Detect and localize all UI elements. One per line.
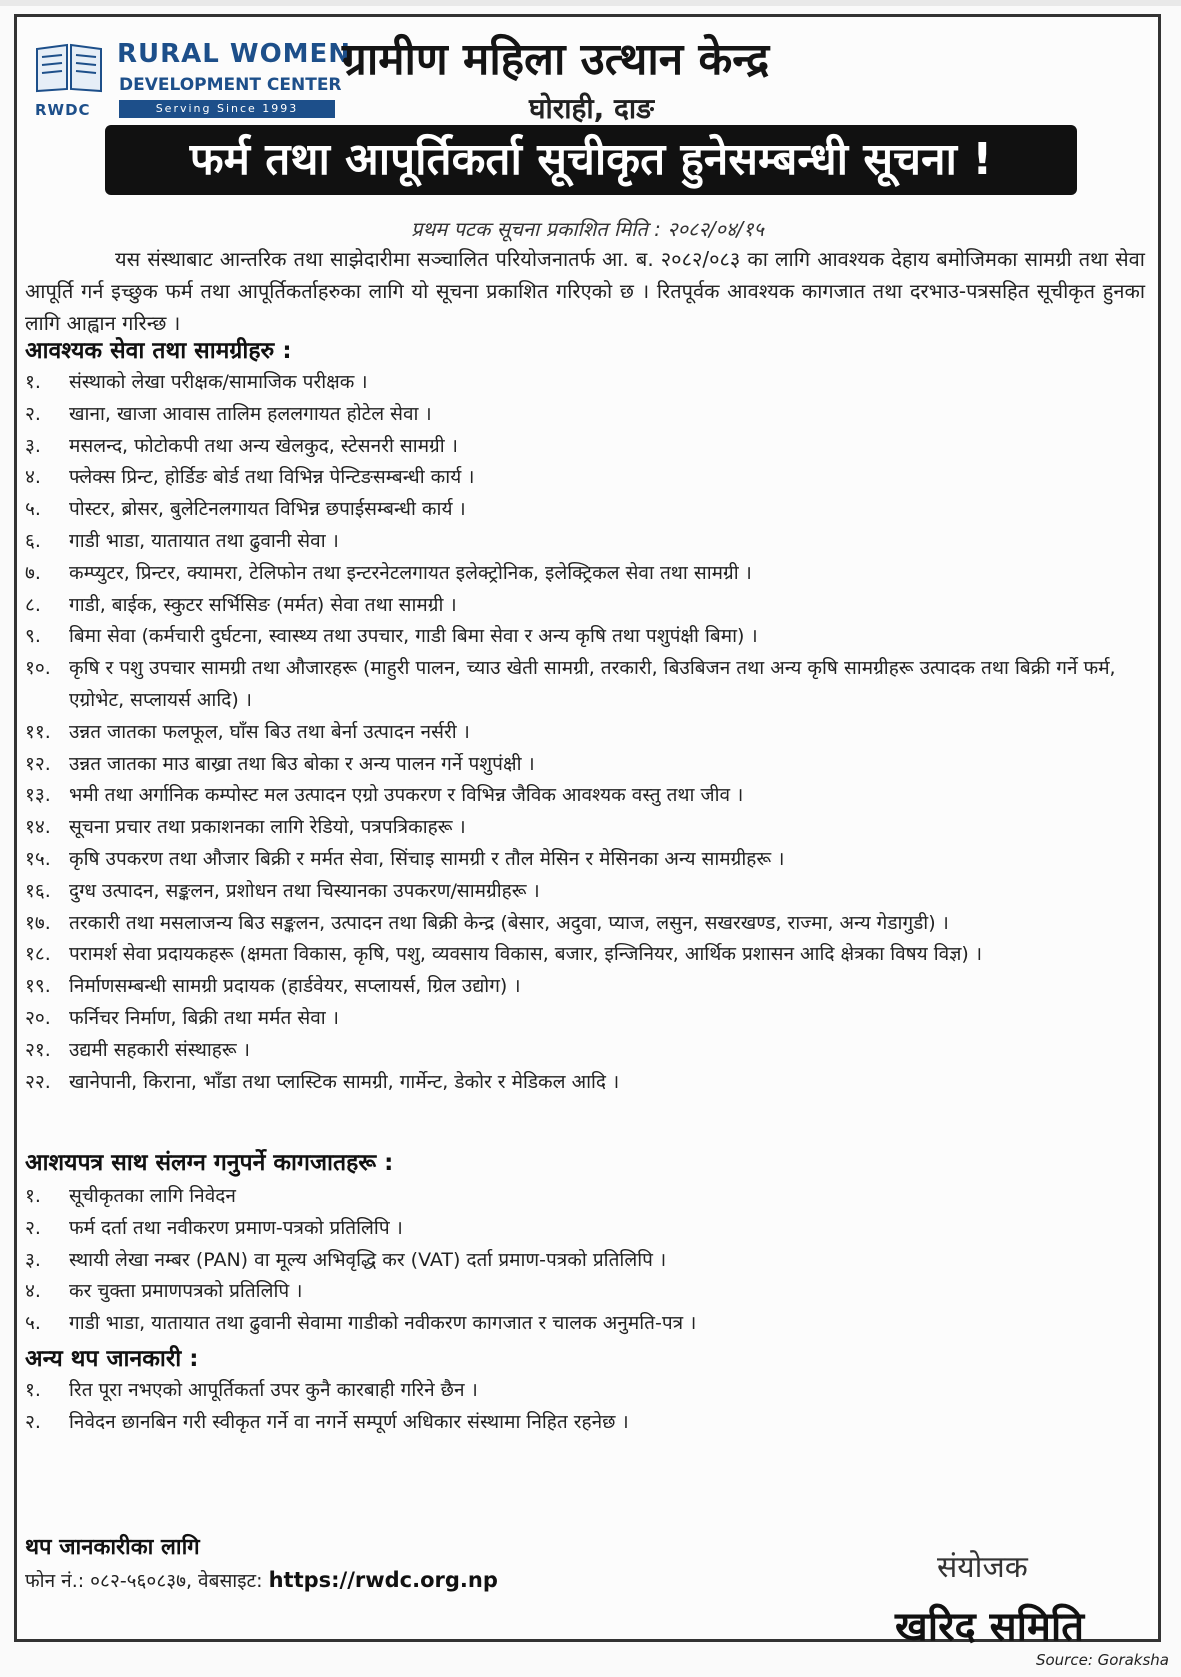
- list-item-text: उन्नत जातका फलफूल, घाँस बिउ तथा बेर्ना उत्पादन नर्सरी ।: [69, 720, 470, 743]
- list-item: [25, 971, 1149, 1003]
- list-item: [25, 1181, 1149, 1213]
- list-item-number: १.: [25, 1379, 41, 1401]
- list-item: [25, 1003, 1149, 1035]
- list-item-number: ९.: [25, 625, 41, 648]
- list-item-number: १८.: [25, 943, 51, 966]
- logo-abbreviation: RWDC: [35, 101, 91, 119]
- list-item-number: ६.: [25, 529, 41, 552]
- list-item: [25, 1407, 1149, 1439]
- documents-list: [25, 1181, 1149, 1340]
- list-item-text: रित पूरा नभएको आपूर्तिकर्ता उपर कुनै कारबाही गरिने छैन ।: [69, 1379, 478, 1401]
- list-item-number: ८.: [25, 593, 41, 616]
- contact-phone: फोन नं.: ०८२-५६०८३७, वेबसाइट:: [25, 1570, 263, 1592]
- contact-line: [25, 1567, 498, 1593]
- list-item: [25, 1308, 1149, 1340]
- contact-label: थप जानकारीका लागि: [25, 1535, 200, 1560]
- website-link[interactable]: https://rwdc.org.np: [268, 1568, 498, 1592]
- list-item-text: गाडी, बाईक, स्कुटर सर्भिसिङ (मर्मत) सेवा तथा सामग्री ।: [69, 593, 457, 616]
- publish-date: प्रथम पटक सूचना प्रकाशित मिति : २०८२/०४/१५: [411, 217, 764, 241]
- list-item: [25, 1276, 1149, 1308]
- list-item-number: २.: [25, 1410, 41, 1433]
- list-item-number: ५.: [25, 498, 41, 521]
- list-item-text: कृषि उपकरण तथा औजार बिक्री र मर्मत सेवा, सिंचाइ सामग्री र तौल मेसिन र मेसिनका अन्य सामग्रीहरू ।: [69, 847, 785, 870]
- intro-text: यस संस्थाबाट आन्तरिक तथा साझेदारीमा सञ्चालित परियोजनातर्फ आ. ब. २०८२/०८३ का लागि आवश्यक देहाय बमोजिमका सामग्री तथा सेवा आपूर्ति गर्न इच्छुक फर्म तथा आपूर्तिकर्ताहरुका लागि यो सूचना प्रकाशित गरिएको छ । रितपूर्वक आवश्यक कागजात तथा दरभाउ-पत्रसहित सूचीकृत हुनका लागि आह्वान गरिन्छ ।: [25, 247, 1145, 335]
- list-item-text: उन्नत जातका माउ बाख्रा तथा बिउ बोका र अन्य पालन गर्ने पशुपंक्षी ।: [69, 752, 535, 775]
- list-item-text: तरकारी तथा मसलाजन्य बिउ सङ्कलन, उत्पादन तथा बिक्री केन्द्र (बेसार, अदुवा, प्याज, लसुन, सखरखण्ड, राज्मा, अन्य गेडागुडी) ।: [69, 911, 949, 934]
- list-item: [25, 1245, 1149, 1277]
- list-item-text: उद्यमी सहकारी संस्थाहरू ।: [69, 1038, 250, 1061]
- list-item: [25, 431, 1149, 463]
- list-item-number: १९.: [25, 975, 51, 998]
- list-item: [25, 876, 1149, 908]
- list-item: [25, 717, 1149, 749]
- list-item-number: २०.: [25, 1006, 51, 1029]
- list-item-number: १०.: [25, 657, 51, 680]
- services-heading: आवश्यक सेवा तथा सामग्रीहरु :: [25, 338, 292, 364]
- other-info-list: [25, 1375, 1149, 1439]
- list-item-text: पोस्टर, ब्रोसर, बुलेटिनलगायत विभिन्न छपाईसम्बन्धी कार्य ।: [69, 498, 466, 521]
- list-item: [25, 780, 1149, 812]
- list-item: [25, 908, 1149, 940]
- list-item-number: २.: [25, 402, 41, 425]
- list-item-text: सूचना प्रचार तथा प्रकाशनका लागि रेडियो, पत्रपत्रिकाहरू ।: [69, 816, 466, 839]
- intro-paragraph: [25, 243, 1145, 339]
- list-item-text: फर्म दर्ता तथा नवीकरण प्रमाण-पत्रको प्रतिलिपि ।: [69, 1216, 403, 1239]
- logo-name-line2: DEVELOPMENT CENTER: [119, 75, 342, 95]
- list-item-text: भमी तथा अर्गानिक कम्पोस्ट मल उत्पादन एग्रो उपकरण र विभिन्न जैविक आवश्यक वस्तु तथा जीव ।: [69, 784, 744, 807]
- documents-heading: आशयपत्र साथ संलग्न गनुपर्ने कागजातहरू :: [25, 1150, 394, 1176]
- list-item-text: स्थायी लेखा नम्बर (PAN) वा मूल्य अभिवृद्धि कर (VAT) दर्ता प्रमाण-पत्रको प्रतिलिपि ।: [69, 1248, 667, 1271]
- list-item-text: खानेपानी, किराना, भाँडा तथा प्लास्टिक सामग्री, गार्मेन्ट, डेकोर र मेडिकल आदि ।: [69, 1070, 620, 1093]
- list-item: [25, 526, 1149, 558]
- list-item-text: निर्माणसम्बन्धी सामग्री प्रदायक (हार्डवेयर, सप्लायर्स, ग्रिल उद्योग) ।: [69, 975, 521, 998]
- signatory-committee: खरिद समिति: [895, 1604, 1085, 1650]
- list-item-text: मसलन्द, फोटोकपी तथा अन्य खेलकुद, स्टेसनरी सामग्री ।: [69, 434, 458, 457]
- list-item-number: २२.: [25, 1070, 51, 1093]
- notice-title-banner: फर्म तथा आपूर्तिकर्ता सूचीकृत हुनेसम्बन्धी सूचना !: [105, 125, 1077, 195]
- list-item-text: कृषि र पशु उपचार सामग्री तथा औजारहरू (माहुरी पालन, च्याउ खेती सामग्री, तरकारी, बिउबिजन तथा अन्य कृषि सामग्रीहरू उत्पादक तथा बिक्री गर्ने फर्म, एग्रोभेट, सप्लायर्स आदि) ।: [69, 657, 1116, 711]
- list-item-text: कम्प्युटर, प्रिन्टर, क्यामरा, टेलिफोन तथा इन्टरनेटलगायत इलेक्ट्रोनिक, इलेक्ट्रिकल सेवा तथा सामग्री ।: [69, 561, 752, 584]
- list-item-text: कर चुक्ता प्रमाणपत्रको प्रतिलिपि ।: [69, 1280, 303, 1303]
- org-address: घोराही, दाङ: [529, 92, 654, 125]
- list-item-number: १.: [25, 1185, 41, 1207]
- book-logo-icon: [33, 41, 105, 93]
- services-list: [25, 367, 1149, 1098]
- list-item-text: सूचीकृतका लागि निवेदन: [69, 1185, 236, 1207]
- list-item-text: फर्निचर निर्माण, बिक्री तथा मर्मत सेवा ।: [69, 1006, 339, 1029]
- org-title: ग्रामीण महिला उत्थान केन्द्र: [342, 34, 770, 85]
- logo-tagline: Serving Since 1993: [119, 100, 335, 118]
- list-item: [25, 1067, 1149, 1099]
- list-item: [25, 367, 1149, 399]
- list-item: [25, 558, 1149, 590]
- list-item: [25, 1035, 1149, 1067]
- list-item-text: दुग्ध उत्पादन, सङ्कलन, प्रशोधन तथा चिस्यानका उपकरण/सामग्रीहरू ।: [69, 879, 540, 902]
- list-item: [25, 462, 1149, 494]
- list-item-number: १२.: [25, 752, 51, 775]
- list-item: [25, 1213, 1149, 1245]
- list-item-number: १५.: [25, 847, 51, 870]
- list-item-number: ४.: [25, 466, 41, 489]
- list-item-number: १३.: [25, 784, 51, 807]
- list-item-number: ३.: [25, 434, 41, 457]
- list-item-number: ११.: [25, 720, 51, 743]
- list-item-text: गाडी भाडा, यातायात तथा ढुवानी सेवा ।: [69, 529, 339, 552]
- list-item: [25, 590, 1149, 622]
- list-item: [25, 653, 1149, 717]
- list-item-number: २.: [25, 1216, 41, 1239]
- list-item-number: १७.: [25, 911, 51, 934]
- list-item-number: १४.: [25, 816, 51, 839]
- list-item-text: गाडी भाडा, यातायात तथा ढुवानी सेवामा गाडीको नवीकरण कागजात र चालक अनुमति-पत्र ।: [69, 1312, 697, 1335]
- logo-name-line1: RURAL WOMEN: [117, 39, 352, 69]
- top-strip: [0, 0, 1181, 6]
- list-item-number: ४.: [25, 1280, 41, 1303]
- list-item-text: बिमा सेवा (कर्मचारी दुर्घटना, स्वास्थ्य तथा उपचार, गाडी बिमा सेवा र अन्य कृषि तथा पशुपंक्षी बिमा) ।: [69, 625, 758, 648]
- list-item: [25, 1375, 1149, 1407]
- list-item: [25, 812, 1149, 844]
- list-item-number: १६.: [25, 879, 51, 902]
- list-item-number: ५.: [25, 1312, 41, 1335]
- list-item: [25, 621, 1149, 653]
- other-info-heading: अन्य थप जानकारी :: [25, 1346, 199, 1372]
- list-item-text: संस्थाको लेखा परीक्षक/सामाजिक परीक्षक ।: [69, 371, 368, 393]
- list-item-number: ७.: [25, 561, 41, 584]
- list-item-number: १.: [25, 371, 41, 393]
- list-item: [25, 844, 1149, 876]
- list-item-number: ३.: [25, 1248, 41, 1271]
- list-item-text: खाना, खाजा आवास तालिम हललगायत होटेल सेवा ।: [69, 402, 432, 425]
- list-item: [25, 749, 1149, 781]
- list-item: [25, 939, 1149, 971]
- list-item: [25, 399, 1149, 431]
- list-item-text: परामर्श सेवा प्रदायकहरू (क्षमता विकास, कृषि, पशु, व्यवसाय विकास, बजार, इन्जिनियर, आर्थिक प्रशासन आदि क्षेत्रका विषय विज्ञ) ।: [69, 943, 983, 966]
- list-item-text: निवेदन छानबिन गरी स्वीकृत गर्ने वा नगर्ने सम्पूर्ण अधिकार संस्थामा निहित रहनेछ ।: [69, 1410, 629, 1433]
- list-item: [25, 494, 1149, 526]
- notice-frame: [14, 14, 1161, 1650]
- org-logo: [27, 31, 352, 126]
- list-item-number: २१.: [25, 1038, 51, 1061]
- signatory-title: संयोजक: [937, 1550, 1028, 1585]
- source-credit: Source: Goraksha: [1035, 1651, 1169, 1669]
- list-item-text: फ्लेक्स प्रिन्ट, होर्डिङ बोर्ड तथा विभिन्न पेन्टिङसम्बन्धी कार्य ।: [69, 466, 475, 489]
